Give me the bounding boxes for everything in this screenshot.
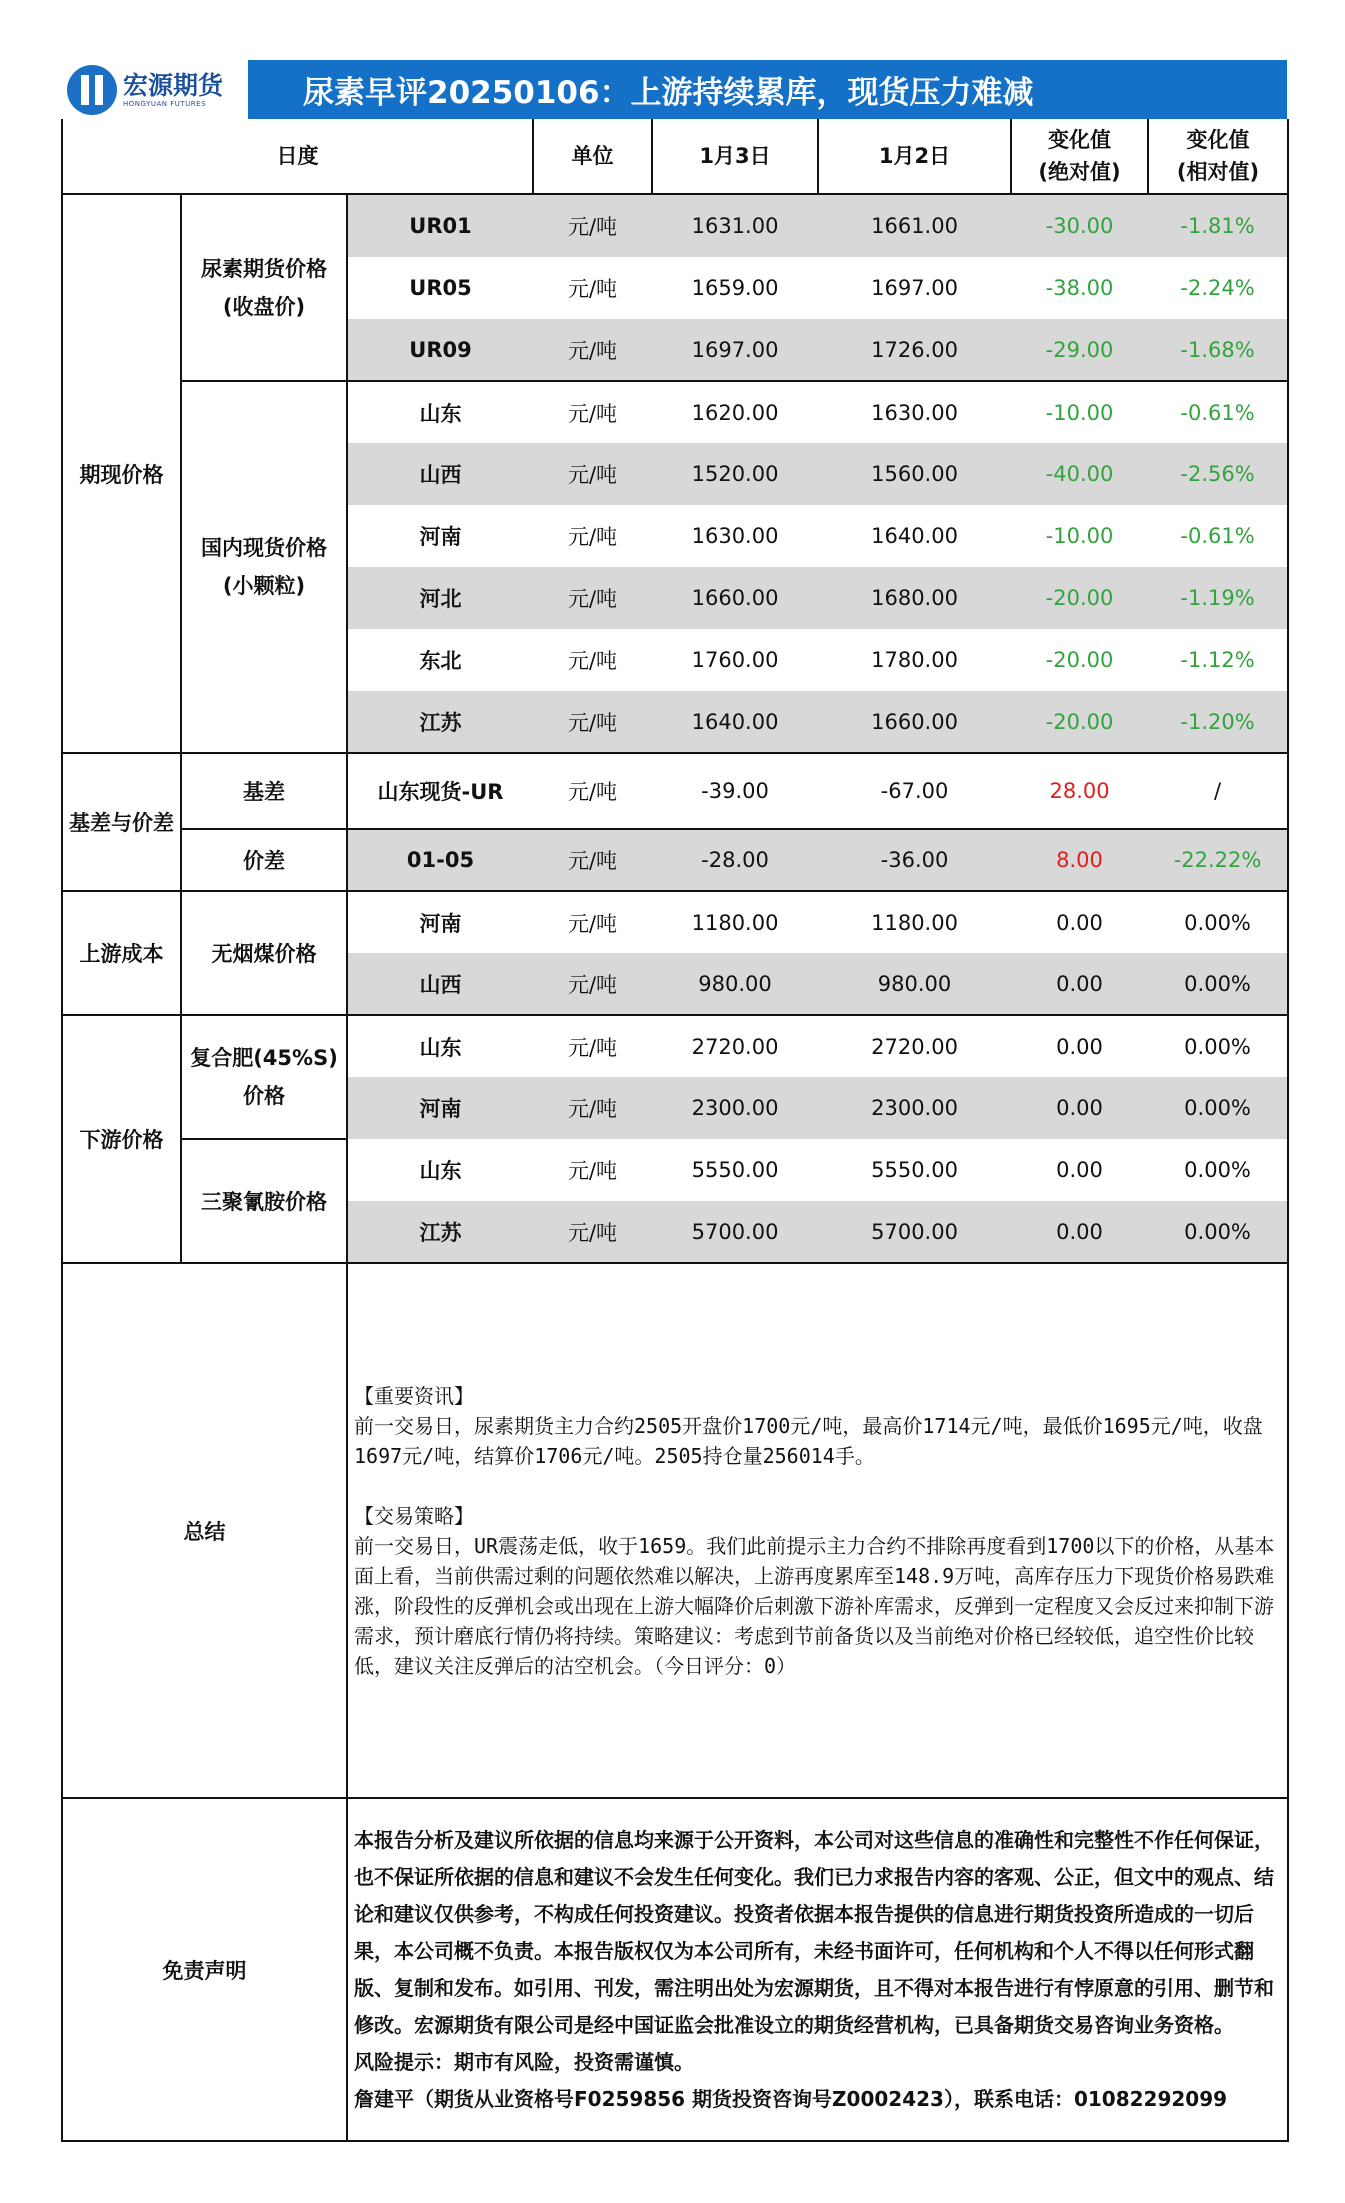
row-unit: 元/吨 bbox=[567, 1220, 618, 1245]
row-value2: 1630.00 bbox=[871, 400, 958, 425]
row-value2: 1661.00 bbox=[871, 214, 958, 238]
row-unit: 元/吨 bbox=[567, 338, 618, 363]
row-unit: 元/吨 bbox=[567, 972, 618, 997]
row-value2: 1560.00 bbox=[871, 462, 958, 486]
subgroup-spot: 国内现货价格 (小颗粒) bbox=[181, 381, 347, 753]
row-abs: -10.00 bbox=[1045, 524, 1114, 548]
row-rel: -1.81% bbox=[1148, 194, 1288, 257]
row-name: 河南 bbox=[419, 525, 462, 549]
group-downstream: 下游价格 bbox=[62, 1015, 181, 1263]
row-value2: 1180.00 bbox=[871, 910, 958, 935]
row-abs: -20.00 bbox=[1045, 648, 1114, 672]
row-value1: 1520.00 bbox=[691, 462, 779, 486]
table-row bbox=[62, 1015, 1288, 1077]
row-name: 河北 bbox=[419, 587, 462, 611]
subgroup-futures: 尿素期货价格 (收盘价) bbox=[181, 194, 347, 381]
row-unit: 元/吨 bbox=[567, 215, 618, 239]
disclaimer-text bbox=[348, 1816, 1287, 2124]
header-abs-change: 变化值 (绝对值) bbox=[1011, 119, 1148, 194]
row-name: 河南 bbox=[419, 911, 462, 936]
row-value2: -36.00 bbox=[818, 829, 1011, 891]
disclaimer-body: 本报告分析及建议所依据的信息均来源于公开资料，本公司对这些信息的准确性和完整性不作任何保证，也不保证所依据的信息和建议不会发生任何变化。我们已力求报告内容的客观、公正，但文中的观点、结论和建议仅供参考，不构成任何投资建议。投资者依据本报告提供的信息进行期货投资所造成的一切后果，本公司概不负责。本报告版权仅为本公司所有，未经书面许可，任何机构和个人不得以任何形式翻版、复制和发布。如引用、刊发，需注明出处为宏源期货，且不得对本报告进行有悖原意的引用、删节和修改。宏源期货有限公司是经中国证监会批准设立的期货经营机构，已具备期货交易咨询业务资格。 bbox=[354, 1827, 1274, 2037]
row-unit: 元/吨 bbox=[533, 829, 652, 891]
report-title: 尿素早评20250106：上游持续累库，现货压力难减 bbox=[248, 60, 1287, 119]
row-name: 东北 bbox=[419, 649, 462, 673]
row-abs: 0.00 bbox=[1056, 1158, 1103, 1182]
row-name: UR09 bbox=[409, 337, 472, 362]
row-name: 江苏 bbox=[419, 1220, 462, 1245]
row-value2: 980.00 bbox=[877, 971, 952, 996]
subgroup-melamine: 三聚氰胺价格 bbox=[181, 1139, 347, 1263]
row-value1: 1180.00 bbox=[691, 910, 779, 935]
row-rel: / bbox=[1148, 753, 1288, 829]
group-upstream: 上游成本 bbox=[62, 891, 181, 1015]
disclaimer-row bbox=[62, 1798, 1288, 2141]
report-header bbox=[61, 60, 1287, 119]
row-rel: -1.12% bbox=[1148, 629, 1288, 691]
disclaimer-label: 免责声明 bbox=[62, 1798, 347, 2141]
row-unit: 元/吨 bbox=[567, 525, 618, 549]
row-name: 山东 bbox=[419, 1035, 462, 1060]
row-rel: 0.00% bbox=[1148, 953, 1288, 1015]
row-rel: 0.00% bbox=[1148, 1201, 1288, 1263]
row-value1: 1620.00 bbox=[691, 400, 779, 425]
row-name: 山西 bbox=[419, 463, 462, 487]
row-abs: -40.00 bbox=[1045, 462, 1114, 486]
row-abs: 28.00 bbox=[1049, 779, 1110, 803]
row-unit: 元/吨 bbox=[567, 1097, 618, 1121]
row-rel: 0.00% bbox=[1148, 891, 1288, 953]
group-futures-spot: 期现价格 bbox=[62, 194, 181, 753]
row-value1: -28.00 bbox=[652, 829, 818, 891]
row-rel: -0.61% bbox=[1148, 505, 1288, 567]
row-value1: 1631.00 bbox=[691, 214, 779, 238]
subgroup-coal: 无烟煤价格 bbox=[181, 891, 347, 1015]
row-value2: 1640.00 bbox=[871, 524, 958, 548]
row-value1: 5700.00 bbox=[691, 1219, 779, 1244]
row-rel: -2.56% bbox=[1148, 443, 1288, 505]
header-date2: 1月2日 bbox=[818, 119, 1011, 194]
row-value1: 1697.00 bbox=[691, 337, 779, 362]
summary-text bbox=[348, 1381, 1287, 1681]
row-rel: -0.61% bbox=[1148, 381, 1288, 443]
table-row bbox=[62, 753, 1288, 829]
row-value2: 5700.00 bbox=[871, 1219, 958, 1244]
row-abs: 0.00 bbox=[1056, 1096, 1103, 1120]
brand-name-en: HONGYUAN FUTURES bbox=[123, 99, 207, 108]
row-value2: 1726.00 bbox=[871, 337, 958, 362]
row-value1: 5550.00 bbox=[691, 1158, 779, 1182]
summary-heading-strategy: 【交易策略】 bbox=[354, 1503, 474, 1528]
table-header-row bbox=[62, 119, 1288, 194]
row-abs: 0.00 bbox=[1056, 910, 1103, 935]
row-value1: 1630.00 bbox=[691, 524, 779, 548]
row-rel: -1.19% bbox=[1148, 567, 1288, 629]
row-unit: 元/吨 bbox=[567, 401, 618, 426]
row-abs: -29.00 bbox=[1045, 337, 1114, 362]
row-unit: 元/吨 bbox=[567, 1159, 618, 1183]
brand-name: 宏源期货 bbox=[123, 70, 224, 100]
logo-icon bbox=[67, 65, 117, 115]
table-row bbox=[62, 381, 1288, 443]
row-value2: 1680.00 bbox=[871, 586, 958, 610]
table-row bbox=[62, 1139, 1288, 1201]
header-rel-change: 变化值 (相对值) bbox=[1148, 119, 1288, 194]
summary-heading-news: 【重要资讯】 bbox=[354, 1383, 474, 1408]
row-rel: 0.00% bbox=[1148, 1015, 1288, 1077]
table-row bbox=[62, 829, 1288, 891]
row-abs: -20.00 bbox=[1045, 586, 1114, 610]
analyst-contact: 詹建平（期货从业资格号F0259856 期货投资咨询号Z0002423），联系电话：01082292099 bbox=[354, 2086, 1228, 2111]
row-rel: -2.24% bbox=[1148, 257, 1288, 319]
table-row bbox=[62, 891, 1288, 953]
row-unit: 元/吨 bbox=[567, 911, 618, 936]
row-abs: 8.00 bbox=[1011, 829, 1148, 891]
row-name: UR05 bbox=[409, 276, 472, 300]
risk-warning: 风险提示：期市有风险，投资需谨慎。 bbox=[354, 2049, 694, 2074]
row-value2: -67.00 bbox=[880, 779, 949, 803]
row-abs: -10.00 bbox=[1045, 400, 1114, 425]
price-table bbox=[61, 119, 1289, 2142]
row-value1: 2720.00 bbox=[691, 1034, 779, 1059]
row-unit: 元/吨 bbox=[567, 587, 618, 611]
table-row bbox=[62, 194, 1288, 257]
row-abs: 0.00 bbox=[1056, 1219, 1103, 1244]
subgroup-spread: 价差 bbox=[181, 829, 347, 891]
row-value2: 2720.00 bbox=[871, 1034, 958, 1059]
row-value1: 2300.00 bbox=[691, 1096, 779, 1120]
row-abs: -38.00 bbox=[1045, 276, 1114, 300]
row-unit: 元/吨 bbox=[567, 780, 618, 804]
subgroup-fertilizer: 复合肥(45%S) 价格 bbox=[181, 1015, 347, 1139]
row-abs: -20.00 bbox=[1045, 709, 1114, 734]
row-rel: -22.22% bbox=[1148, 829, 1288, 891]
summary-news: 前一交易日，尿素期货主力合约2505开盘价1700元/吨，最高价1714元/吨，最低价1695元/吨，收盘1697元/吨，结算价1706元/吨。2505持仓量256014手。 bbox=[354, 1413, 1263, 1468]
header-unit: 单位 bbox=[533, 119, 652, 194]
row-name: 山东 bbox=[419, 1159, 462, 1183]
row-value1: -39.00 bbox=[701, 779, 769, 803]
row-value1: 1640.00 bbox=[691, 709, 779, 734]
row-value1: 980.00 bbox=[698, 971, 772, 996]
row-value2: 2300.00 bbox=[871, 1096, 958, 1120]
header-dimension: 日度 bbox=[62, 119, 533, 194]
summary-strategy: 前一交易日，UR震荡走低，收于1659。我们此前提示主力合约不排除再度看到1700以下的价格，从基本面上看，当前供需过剩的问题依然难以解决，上游再度累库至148.9万吨，高库存压力下现货价格易跌难涨，阶段性的反弹机会或出现在上游大幅降价后刺激下游补库需求，反弹到一定程度又会反过来抑制下游需求，预计磨底行情仍将持续。策略建议：考虑到节前备货以及当前绝对价格已经较低，追空性价比较低，建议关注反弹后的沽空机会。（今日评分：0） bbox=[354, 1533, 1275, 1678]
row-rel: 0.00% bbox=[1148, 1077, 1288, 1139]
summary-row bbox=[62, 1263, 1288, 1798]
subgroup-basis: 基差 bbox=[181, 753, 347, 829]
row-unit: 元/吨 bbox=[567, 1035, 618, 1060]
row-unit: 元/吨 bbox=[567, 277, 618, 301]
row-rel: -1.20% bbox=[1148, 691, 1288, 753]
row-name: 山西 bbox=[419, 972, 462, 997]
row-value1: 1660.00 bbox=[691, 586, 779, 610]
row-name: 山东现货-UR bbox=[377, 780, 504, 804]
summary-cell bbox=[347, 1263, 1288, 1798]
row-rel: -1.68% bbox=[1148, 319, 1288, 381]
row-value1: 1760.00 bbox=[691, 648, 779, 672]
brand-logo bbox=[61, 60, 248, 119]
row-name: 山东 bbox=[419, 401, 462, 426]
row-name: 01-05 bbox=[347, 829, 533, 891]
report-sheet bbox=[61, 60, 1287, 2142]
row-unit: 元/吨 bbox=[567, 710, 618, 735]
row-value2: 1780.00 bbox=[871, 648, 958, 672]
row-value2: 5550.00 bbox=[871, 1158, 958, 1182]
row-value2: 1697.00 bbox=[871, 276, 958, 300]
row-name: 江苏 bbox=[419, 710, 462, 735]
row-name: UR01 bbox=[409, 214, 472, 238]
disclaimer-cell bbox=[347, 1798, 1288, 2141]
header-date1: 1月3日 bbox=[652, 119, 818, 194]
summary-label: 总结 bbox=[62, 1263, 347, 1798]
row-abs: 0.00 bbox=[1056, 971, 1103, 996]
row-abs: -30.00 bbox=[1045, 214, 1114, 238]
row-rel: 0.00% bbox=[1148, 1139, 1288, 1201]
row-abs: 0.00 bbox=[1056, 1034, 1103, 1059]
group-basis-spread: 基差与价差 bbox=[62, 753, 181, 891]
row-value1: 1659.00 bbox=[691, 276, 779, 300]
row-name: 河南 bbox=[419, 1097, 462, 1121]
row-unit: 元/吨 bbox=[567, 649, 618, 673]
row-value2: 1660.00 bbox=[871, 709, 958, 734]
row-unit: 元/吨 bbox=[567, 463, 618, 487]
